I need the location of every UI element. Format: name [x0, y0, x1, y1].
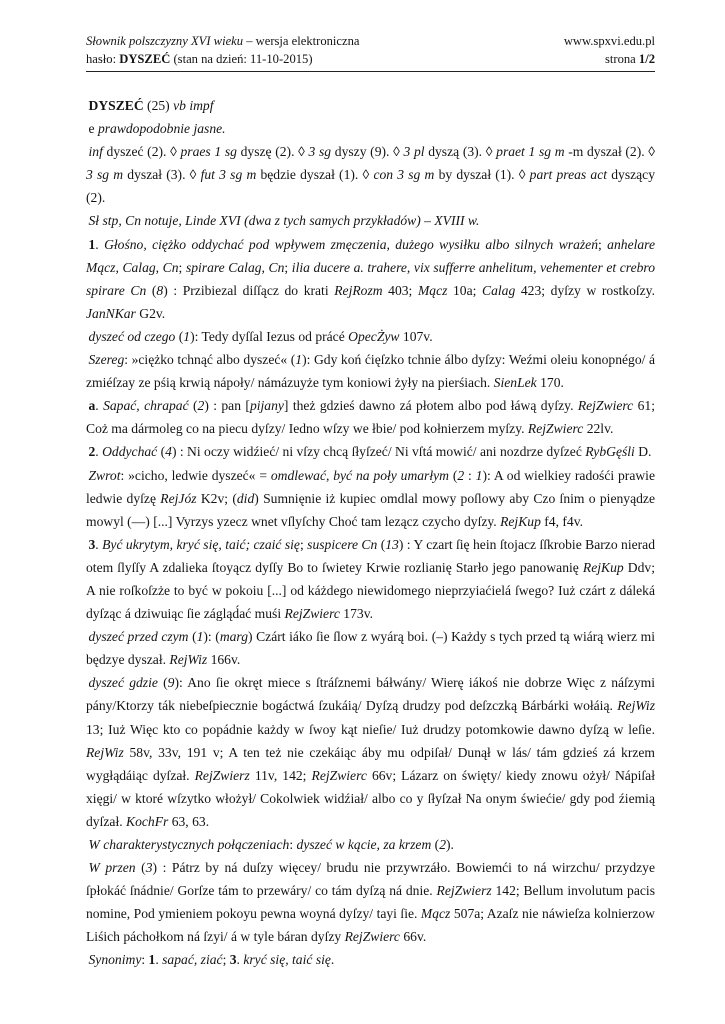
text-run: dyszę (2). ◊: [236, 144, 309, 160]
text-run: 8: [156, 282, 164, 298]
sense-2-phrase: [86, 464, 655, 533]
text-run: by dyszał (1). ◊: [434, 167, 530, 183]
text-run: 61; Coż ma dármoleg co na piecu dyſzy/ Iedno wſzy we łbie/ pod kołnierzem myſzy.: [86, 398, 655, 437]
text-run: RejZwierz: [436, 883, 492, 899]
text-run: ] theż gdzieś dawno zá płotem albo pod łáwą dyſzy.: [283, 398, 578, 414]
text-run: 4: [165, 444, 172, 460]
text-run: ;: [284, 259, 292, 275]
text-run: spirare Calag, Cn: [185, 259, 285, 275]
text-run: 107v.: [399, 328, 433, 344]
sense-1: [86, 233, 655, 325]
text-run: marg: [219, 629, 249, 645]
text-run: Mącz: [420, 906, 451, 922]
sense-3: [86, 533, 655, 625]
text-run: (: [146, 282, 157, 298]
text-run: 13; Iuż Więc kto co popádnie każdy w ſwoy kąt nieſie/ Iuż drudzy potomkowie dawno dyſzą w leſie.: [86, 721, 655, 737]
text-run: ): Gdy koń ćięſzko tchnie álbo dyſzy: Weźmi oleiu konopnégo/ á zmiéſzay ze pśią krwią nápoły/ námázuyże tym koniowi żyły na pierśiach.: [86, 352, 655, 391]
text-run: .: [95, 444, 103, 460]
text-run: 403;: [382, 282, 418, 298]
text-run: ): Ano ſie okręt miece s ſtráſznemi báłwány/ Wierę iákoś nie dobrze Więc z náſzymi pány/Ktorzy ták niebeſpiecznie bogáctwá ſzukáią/ Dyſzą drudzy pod deſzczką Bárbárki wołáią.: [86, 675, 655, 714]
text-run: : »cicho, ledwie dyszeć« =: [120, 467, 271, 483]
text-run: dyszą (3). ◊: [424, 144, 497, 160]
text-run: 170.: [536, 375, 564, 391]
text-run: :: [141, 952, 149, 968]
synonyms: [86, 948, 655, 971]
text-run: dyszeć w kącie, za krzem: [296, 837, 432, 852]
text-run: 1: [88, 236, 96, 252]
text-run: ).: [446, 837, 454, 852]
text-run: ) : pan [: [204, 398, 250, 414]
text-run: RejZwierc: [344, 929, 400, 945]
text-run: 142; Bellum involutum pacis nomine, Pod ymieniem pokoyu pewna woyná dyſzy/ tayi ſie.: [86, 883, 655, 922]
text-run: dyszący (2).: [86, 167, 656, 206]
text-run: (: [175, 328, 184, 344]
entry-forms: [86, 140, 655, 209]
text-run: Sapać, chrapać: [103, 398, 189, 414]
text-run: .: [95, 398, 104, 414]
text-run: D.: [634, 444, 652, 460]
text-run: RejWiz: [86, 744, 124, 760]
text-run: dyszeć przed czym: [88, 629, 189, 645]
text-run: ilia ducere a. trahere, vix sufferre anhelitum, vehementer et crebro spirare Cn: [86, 259, 655, 298]
text-run: Zwrot: [88, 467, 121, 483]
text-run: Synonimy: [88, 952, 142, 968]
text-run: 3: [88, 536, 96, 552]
page-header: [86, 32, 655, 68]
header-website: www.spxvi.edu.pl: [563, 34, 655, 48]
text-run: Mącz: [417, 282, 448, 298]
figurative-use: [86, 856, 655, 948]
text-run: ): Tedy dyſſal Iezus od prácé: [190, 328, 349, 344]
text-run: RejZwierz: [194, 767, 250, 783]
text-run: 1: [196, 629, 204, 645]
text-run: W przen: [88, 860, 136, 876]
text-run: f4, f4v.: [540, 513, 584, 529]
text-run: ;: [598, 236, 608, 252]
text-run: suspicere Cn: [307, 536, 378, 552]
text-run: -m dyszał (2). ◊: [564, 144, 656, 160]
text-run: 1: [475, 467, 483, 483]
entry-sources: [86, 209, 655, 232]
text-run: praes 1 sg: [180, 144, 237, 160]
text-run: G2v.: [135, 305, 166, 321]
text-run: omdlewać, być na poły umarłym: [270, 467, 449, 483]
characteristic-collocations: [86, 833, 655, 856]
text-run: 63, 63.: [168, 813, 210, 829]
text-run: ;: [222, 952, 230, 968]
text-run: : »ciężko tchnąć albo dyszeć« (: [124, 352, 296, 368]
text-run: Być ukrytym, kryć się, taić; czaić się: [102, 536, 300, 552]
text-run: (: [157, 675, 168, 691]
text-run: RejKup: [582, 559, 624, 575]
text-run: 3 pl: [403, 144, 425, 160]
text-run: 3: [145, 860, 153, 876]
text-run: kryć się, taić się: [243, 952, 331, 968]
text-run: (: [157, 444, 166, 460]
text-run: sapać, ziać: [162, 952, 223, 968]
text-run: 173v.: [339, 606, 374, 622]
text-run: a: [88, 398, 96, 414]
text-run: RejZwierc: [311, 767, 367, 783]
text-run: Szereg: [88, 352, 125, 368]
text-run: 3 sg m: [86, 167, 124, 183]
text-run: Ddv; A nie roſkoſzże to być w pokoiu [...] od káżdego niewidomego nieprzyiaćielá ſwego? Iuż czárt z dáleká dyſząc á dziwuiąc ſie zágląd́ać muśi: [86, 559, 655, 622]
text-run: 1: [295, 352, 303, 368]
text-run: 66v; Lázarz on święty/ kiedy znowu ożył/ Nápiſał xięgi/ w ktoré wſzytko włożył/ Cokolwiek widźiał/ albo co y ſłyſzał Na onym świećie/ gdy pod źiemią dyſzał.: [86, 767, 655, 829]
text-run: dyszał (3). ◊: [123, 167, 201, 183]
text-run: 2: [457, 467, 465, 483]
text-run: ) Sumnięnie iż kupiec omdlal mowy poſlowy aby Czo ſnim o pienyądze mowyl (—) [...] Vyrzys yzecz wnet vſlyſchy Choć tam lezącz czycho dyſzy.: [86, 490, 655, 529]
text-run: ) Czárt iáko ſie ſlow z wyárą boi. (–) Każdy s tych przed tą wiárą wierz mi będzye dyszał.: [86, 629, 655, 668]
text-run: 22lv.: [583, 421, 614, 437]
entry-body: [86, 94, 655, 972]
text-run: 2: [439, 837, 447, 852]
entry-headline: DYSZEĆ (25) vb impf: [88, 98, 214, 113]
text-run: inf: [88, 144, 103, 160]
text-run: OpecŻyw: [348, 328, 400, 344]
sense-2: [86, 440, 655, 463]
text-run: ) : Przibiezal diſſącz do krati: [163, 282, 335, 298]
text-run: .: [155, 952, 163, 968]
text-run: JanNKar: [86, 305, 136, 321]
sense-1a: [86, 394, 655, 440]
text-run: 10a;: [447, 282, 483, 298]
text-run: (: [135, 860, 146, 876]
text-run: .: [330, 952, 335, 968]
header-title: Słownik polszczyzny XVI wieku – wersja elektroniczna: [86, 34, 360, 48]
text-run: Głośno, ciężko oddychać pod wpływem zmęczenia, dużego wysiłku albo silnych wrażeń: [104, 236, 599, 252]
text-run: dyszy (9). ◊: [331, 144, 404, 160]
text-run: 58v, 33v, 191 v; A ten też nie czekáiąc áby mu odpiſał/ Dunął w lás/ tám gdzieś zá krzem wygłądáiąc dyſzał.: [86, 744, 655, 783]
text-run: (: [188, 629, 197, 645]
text-run: W charakterystycznych połączeniach: [88, 837, 290, 852]
text-run: (: [448, 467, 458, 483]
text-run: będzie dyszał (1). ◊: [256, 167, 374, 183]
sense-3-construction-before: [86, 625, 655, 671]
text-run: ;: [178, 259, 186, 275]
text-run: K2v; (: [196, 490, 237, 506]
text-run: :: [289, 837, 297, 852]
text-run: .: [236, 952, 244, 968]
text-run: 507a; Azaſz nie náwieſza kolnierzow Liśich páchołkom ná ſzyi/ á w tyle báran dyſzy: [86, 906, 655, 945]
text-run: (: [377, 536, 386, 552]
sense-3-construction-where: [86, 671, 655, 833]
text-run: 1: [183, 328, 191, 344]
text-run: Sł stp, Cn notuje, Linde XVI (dwa z tych samych przykładów) – XVIII w.: [88, 213, 480, 229]
text-run: RybGęśli: [585, 444, 635, 460]
entry-pronunciation: e prawdopodobnie jasne.: [88, 121, 226, 137]
text-run: fut 3 sg m: [200, 167, 257, 183]
text-run: praet 1 sg m: [496, 144, 565, 160]
text-run: 166v.: [207, 652, 241, 668]
text-run: :: [464, 467, 476, 483]
text-run: part preas act: [529, 167, 608, 183]
text-run: 11v, 142;: [249, 767, 312, 783]
text-run: RejKup: [500, 513, 541, 529]
text-run: did: [236, 490, 255, 506]
text-run: RejJóz: [160, 490, 197, 506]
sense-1-series: [86, 348, 655, 394]
text-run: ) : Y czart ſię hein ſtojacz ſſkrobie Barzo nierad otem ſlyſſy A zdalieka ſtoyącz dyſſy Bo to ſwietey Krwie rozlianię Starło jego panowanię: [86, 536, 655, 575]
text-run: 423; dyſzy w rostkoſzy.: [515, 282, 655, 298]
text-run: RejWiz: [169, 652, 208, 668]
text-run: .: [95, 236, 105, 252]
text-run: RejWiz: [617, 698, 655, 714]
text-run: ) : Ni oczy widźieć/ ni vſzy chcą ſłyſzeć/ Ni vſtá mowić/ ani nozdrze dyſzeć: [171, 444, 586, 460]
text-run: 2: [88, 444, 96, 460]
text-run: KochFr: [126, 813, 169, 829]
header-divider: [86, 71, 655, 72]
text-run: 13: [385, 536, 399, 552]
text-run: SienLek: [493, 375, 537, 391]
text-run: ) : Pátrz by ná duſzy więcey/ brudu nie przywrzáło. Bowiemći to ná wirzchu/ przydzye ſpłokáć ſnádnie/ Gorſze tám to przewáry/ co tám dyſzą ná dnie.: [86, 860, 655, 899]
text-run: Oddychać: [102, 444, 158, 460]
text-run: con 3 sg m: [373, 167, 435, 183]
text-run: 1: [148, 952, 156, 968]
text-run: Calag: [482, 282, 516, 298]
header-entry-info: hasło: DYSZEĆ (stan na dzień: 11-10-2015): [86, 52, 313, 66]
text-run: 2: [197, 398, 205, 414]
text-run: 9: [167, 675, 175, 691]
sense-1-construction: [86, 325, 655, 348]
text-run: ;: [299, 536, 308, 552]
text-run: RejZwierc: [527, 421, 584, 437]
text-run: RejRozm: [334, 282, 383, 298]
text-run: RejZwierc: [284, 606, 340, 622]
text-run: .: [95, 536, 103, 552]
text-run: (: [188, 398, 198, 414]
text-run: (: [431, 837, 440, 852]
text-run: 66v.: [399, 929, 427, 945]
text-run: pijany: [249, 398, 284, 414]
text-run: dyszeć od czego: [88, 328, 176, 344]
text-run: anhelare Mącz, Calag, Cn: [86, 236, 655, 275]
text-run: 3: [229, 952, 237, 968]
text-run: dyszeć (2). ◊: [102, 144, 181, 160]
header-page-number: strona 1/2: [604, 52, 655, 66]
text-run: RejZwierc: [577, 398, 634, 414]
text-run: dyszeć gdzie: [88, 675, 158, 691]
text-run: ): (: [203, 629, 220, 645]
text-run: ): A od wielkiey radośći prawie ledwie dyſzę: [86, 467, 655, 506]
text-run: 3 sg: [308, 144, 332, 160]
